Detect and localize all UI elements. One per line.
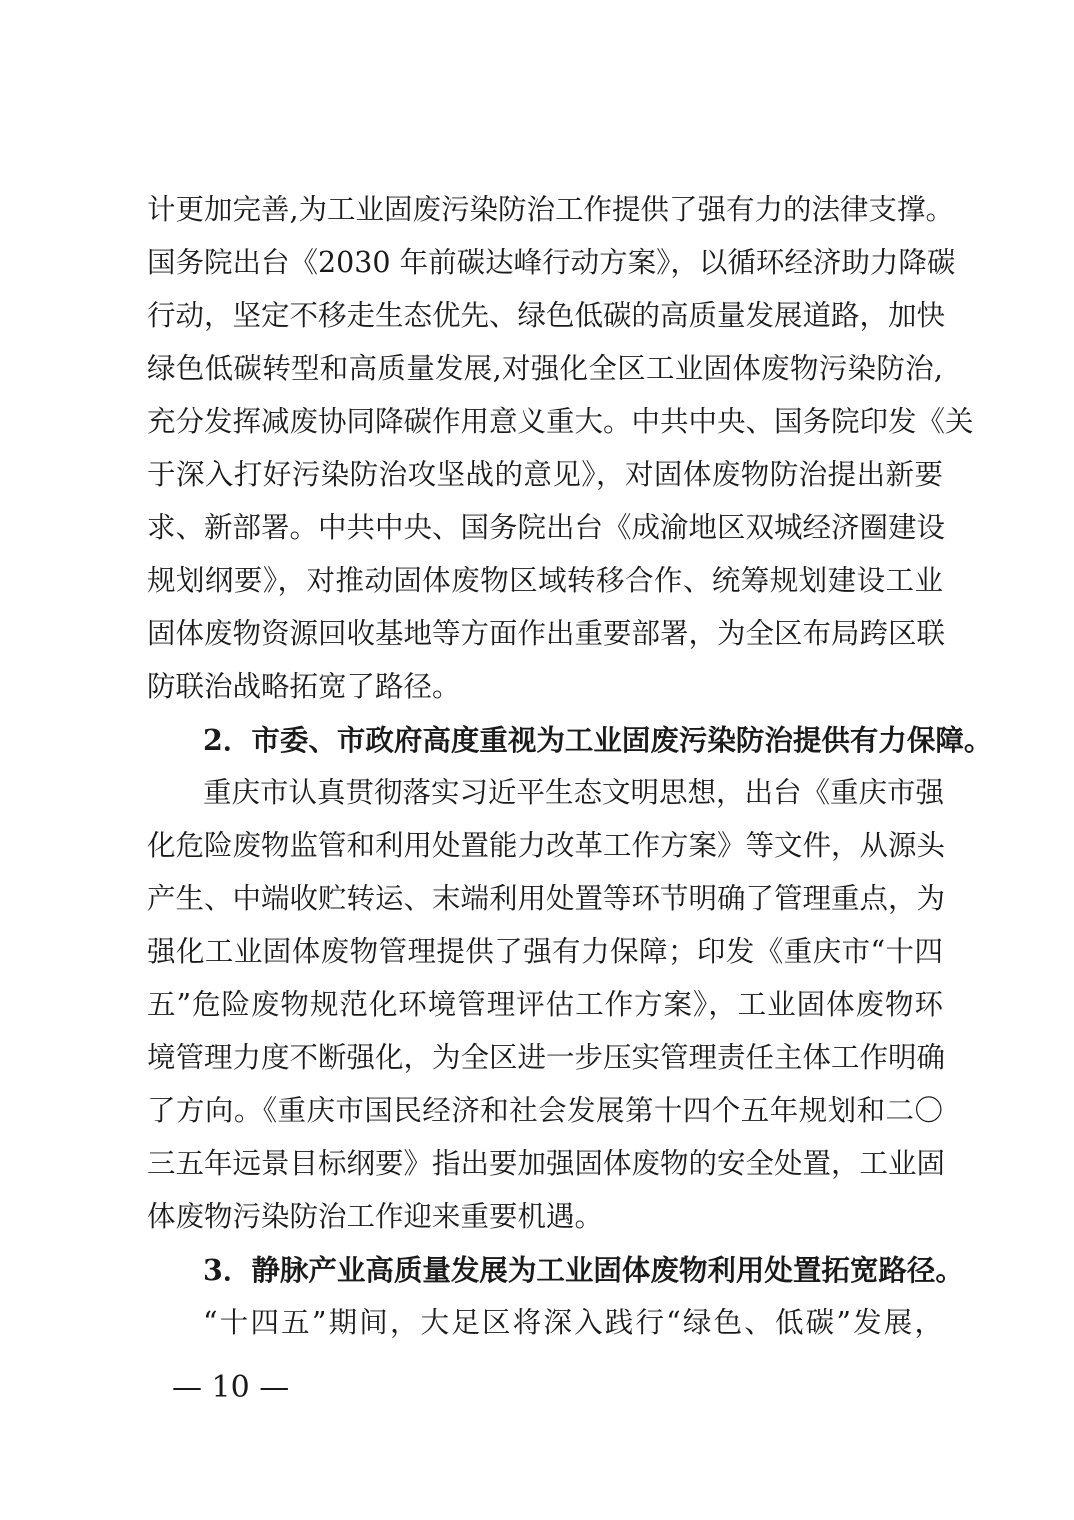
- body-line: 五”危险废物规范化环境管理评估工作方案》，工业固体废物环: [147, 988, 943, 1021]
- body-line: 计更加完善,为工业固废污染防治工作提供了强有力的法律支撑。: [147, 193, 955, 226]
- body-line: 于深入打好污染防治攻坚战的意见》，对固体废物防治提出新要: [147, 458, 943, 491]
- body-line: 规划纲要》，对推动固体废物区域转移合作、统筹规划建设工业: [147, 564, 943, 597]
- section-heading-2: 2．市委、市政府高度重视为工业固废污染防治提供有力保障。: [203, 723, 993, 757]
- body-line: 充分发挥减废协同降碳作用意义重大。中共中央、国务院印发《关: [147, 405, 974, 438]
- body-line: 国务院出台《2030 年前碳达峰行动方案》，以循环经济助力降碳: [147, 246, 956, 279]
- body-line: “十四五”期间，大足区将深入践行“绿色、低碳”发展，: [203, 1306, 943, 1339]
- body-line: 防联治战略拓宽了路径。: [147, 670, 461, 703]
- body-line: 化危险废物监管和利用处置能力改革工作方案》等文件，从源头: [147, 829, 946, 862]
- section-heading-3: 3．静脉产业高质量发展为工业固体废物利用处置拓宽路径。: [203, 1253, 964, 1287]
- body-line: 境管理力度不断强化，为全区进一步压实管理责任主体工作明确: [147, 1041, 946, 1074]
- body-line: 求、新部署。中共中央、国务院出台《成渝地区双城经济圈建设: [147, 511, 946, 544]
- body-line: 重庆市认真贯彻落实习近平生态文明思想，出台《重庆市强: [203, 776, 945, 809]
- body-line: 体废物污染防治工作迎来重要机遇。: [147, 1200, 604, 1233]
- body-line: 强化工业固体废物管理提供了强有力保障；印发《重庆市“十四: [147, 935, 943, 968]
- body-line: 产生、中端收贮转运、末端利用处置等环节明确了管理重点，为: [147, 882, 946, 915]
- body-line: 行动，坚定不移走生态优先、绿色低碳的高质量发展道路，加快: [147, 299, 946, 332]
- page-number: — 10 —: [172, 1370, 290, 1405]
- body-line: 了方向。《重庆市国民经济和社会发展第十四个五年规划和二〇: [147, 1094, 943, 1127]
- body-line: 固体废物资源回收基地等方面作出重要部署，为全区布局跨区联: [147, 617, 946, 650]
- body-line: 绿色低碳转型和高质量发展,对强化全区工业固体废物污染防治,: [147, 352, 943, 385]
- body-line: 三五年远景目标纲要》指出要加强固体废物的安全处置，工业固: [147, 1147, 946, 1180]
